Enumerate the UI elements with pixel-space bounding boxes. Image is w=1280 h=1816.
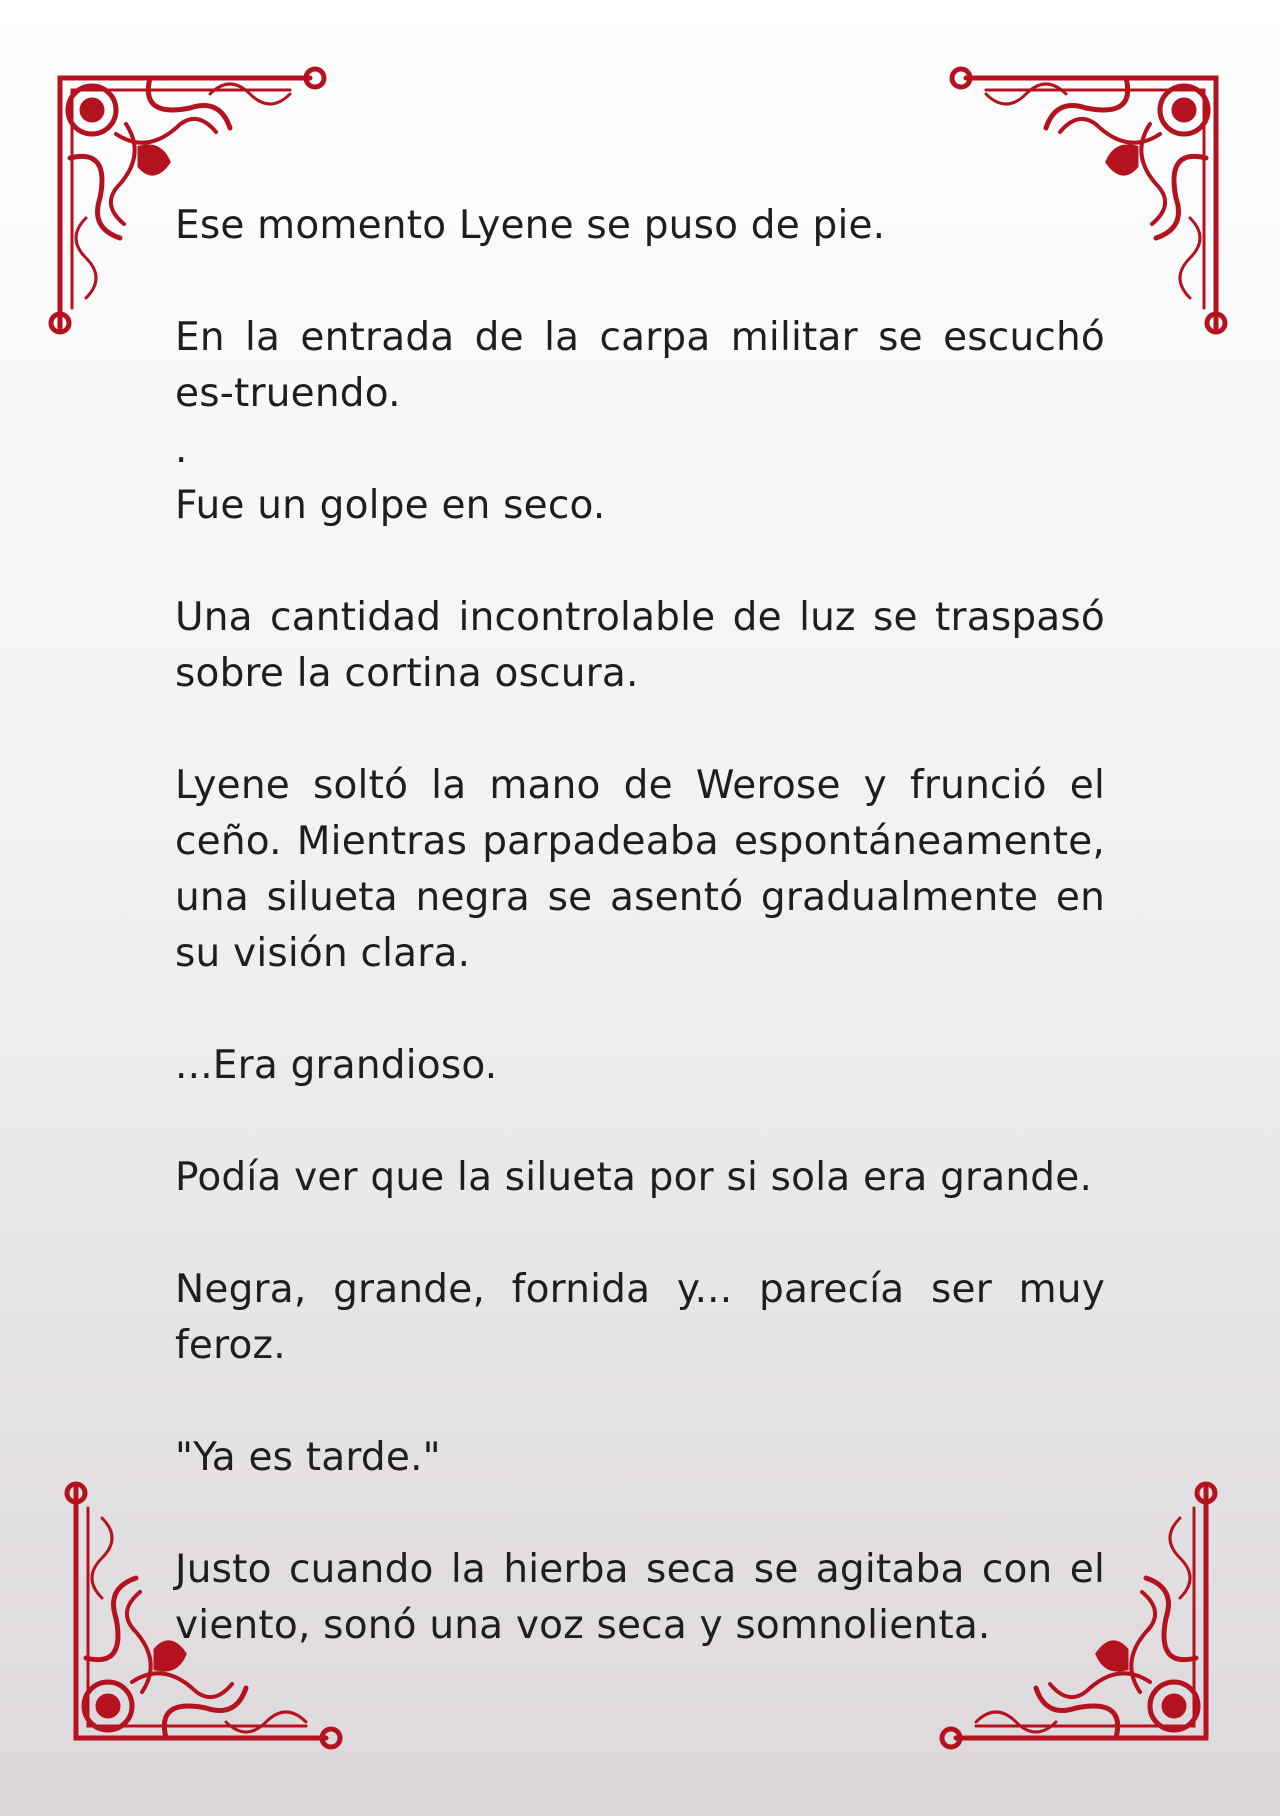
paragraph-spacer bbox=[175, 1486, 1105, 1542]
paragraph: Ese momento Lyene se puso de pie. bbox=[175, 203, 886, 248]
paragraph-spacer bbox=[175, 702, 1105, 758]
paragraph: En la entrada de la carpa militar se escuchó es-truendo. bbox=[175, 315, 1105, 416]
paragraph: Una cantidad incontrolable de luz se traspasó sobre la cortina oscura. bbox=[175, 595, 1105, 696]
paragraph: . bbox=[175, 427, 188, 472]
paragraph: ...Era grandioso. bbox=[175, 1043, 498, 1088]
paragraph: Lyene soltó la mano de Werose y frunció el ceño. Mientras parpadeaba espontáneamente, una silueta negra se asentó gradualmente en su visión clara. bbox=[175, 763, 1105, 976]
paragraph: Fue un golpe en seco. bbox=[175, 483, 606, 528]
paragraph: Justo cuando la hierba seca se agitaba con el viento, sonó una voz seca y somnolienta. bbox=[175, 1547, 1105, 1648]
paragraph-spacer bbox=[175, 982, 1105, 1038]
paragraph: "Ya es tarde." bbox=[175, 1435, 441, 1480]
paragraph-spacer bbox=[175, 1374, 1105, 1430]
paragraph-spacer bbox=[175, 254, 1105, 310]
paragraph-spacer bbox=[175, 534, 1105, 590]
paragraph-spacer bbox=[175, 1094, 1105, 1150]
paragraph: Podía ver que la silueta por si sola era grande. bbox=[175, 1155, 1093, 1200]
story-text-block bbox=[175, 198, 1105, 1654]
paragraph: Negra, grande, fornida y... parecía ser muy feroz. bbox=[175, 1267, 1105, 1368]
paragraph-spacer bbox=[175, 1206, 1105, 1262]
